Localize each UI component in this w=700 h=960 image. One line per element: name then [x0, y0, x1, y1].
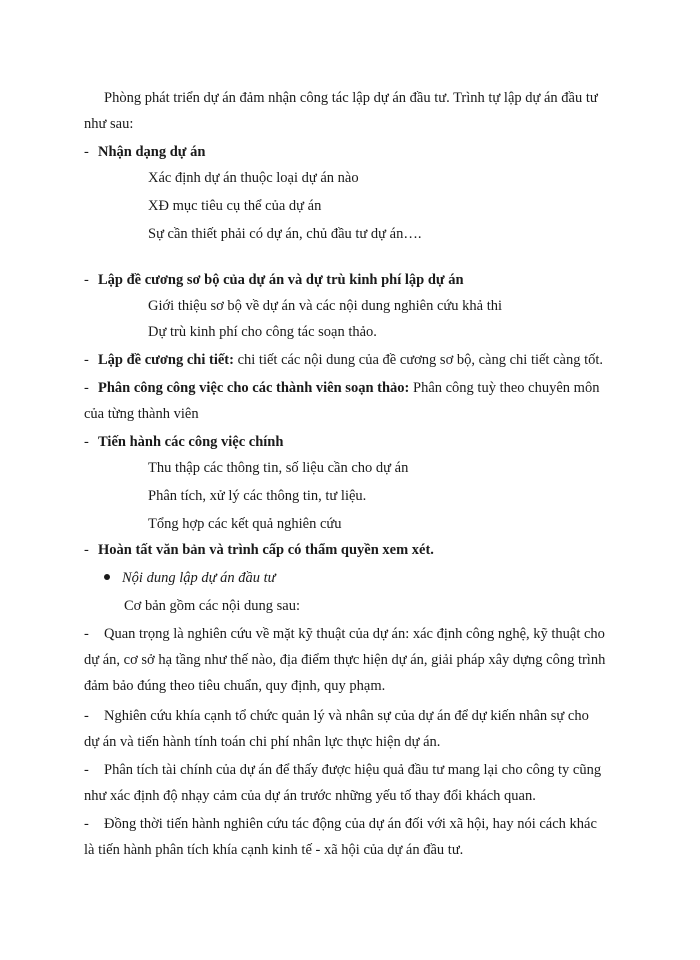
p1-line-2: dự án, cơ sở hạ tầng như thế nào, địa điểm thực hiện dự án, giải pháp xây dựng công trình: [84, 652, 606, 668]
step-5-sub-2: Phân tích, xử lý các thông tin, tư liệu.: [148, 488, 367, 504]
p4-line-1: Đồng thời tiến hành nghiên cứu tác động của dự án đối với xã hội, hay nói cách khác: [104, 816, 597, 832]
step-5-title: Tiến hành các công việc chính: [98, 434, 284, 450]
step-1-sub-1: Xác định dự án thuộc loại dự án nào: [148, 170, 359, 186]
step-5-sub-1: Thu thập các thông tin, số liệu cần cho dự án: [148, 460, 409, 476]
step-4-text: Phân công tuỳ theo chuyên môn: [409, 380, 600, 396]
p2-line-2: dự án và tiến hành tính toán chi phí nhân lực thực hiện dự án.: [84, 734, 441, 750]
step-5-sub-3: Tổng hợp các kết quả nghiên cứu: [148, 516, 342, 532]
p4-line-2: là tiến hành phân tích khía cạnh kinh tế - xã hội của dự án đầu tư.: [84, 842, 464, 858]
dash-marker: -: [84, 816, 89, 832]
step-3-title: Lập đề cương chi tiết:: [98, 352, 234, 368]
dash-marker: -: [84, 380, 89, 396]
content-heading: Nội dung lập dự án đầu tư: [122, 570, 276, 586]
step-1-sub-3: Sự cần thiết phải có dự án, chủ đầu tư dự án….: [148, 226, 422, 242]
p3-line-2: như xác định độ nhạy cảm của dự án trước những yếu tố thay đổi khách quan.: [84, 788, 536, 804]
p2-line-1: Nghiên cứu khía cạnh tổ chức quản lý và nhân sự của dự án để dự kiến nhân sự cho: [104, 708, 589, 724]
step-6-title: Hoàn tất văn bản và trình cấp có thẩm quyền xem xét.: [98, 542, 434, 558]
dash-marker: -: [84, 542, 89, 558]
p1-line-1: Quan trọng là nghiên cứu về mặt kỹ thuật của dự án: xác định công nghệ, kỹ thuật cho: [104, 626, 605, 642]
dash-marker: -: [84, 434, 89, 450]
dash-marker: -: [84, 762, 89, 778]
dash-marker: -: [84, 352, 89, 368]
step-1-sub-2: XĐ mục tiêu cụ thể của dự án: [148, 198, 322, 214]
p3-line-1: Phân tích tài chính của dự án để thấy được hiệu quả đầu tư mang lại cho công ty cũng: [104, 762, 602, 778]
content-intro: Cơ bản gồm các nội dung sau:: [124, 598, 300, 614]
step-4: [98, 378, 599, 398]
step-4-title: Phân công công việc cho các thành viên soạn thảo:: [98, 380, 410, 396]
step-2-title: Lập đề cương sơ bộ của dự án và dự trù kinh phí lập dự án: [98, 272, 464, 288]
step-1-title: Nhận dạng dự án: [98, 144, 206, 160]
dash-marker: -: [84, 272, 89, 288]
intro-line-1: Phòng phát triển dự án đảm nhận công tác lập dự án đầu tư. Trình tự lập dự án đầu tư: [104, 90, 598, 106]
step-2-sub-1: Giới thiệu sơ bộ về dự án và các nội dung nghiên cứu khả thi: [148, 298, 503, 314]
bullet-icon: [104, 574, 110, 580]
p1-line-3: đảm bảo đúng theo tiêu chuẩn, quy định, quy phạm.: [84, 678, 386, 694]
step-4-cont: của từng thành viên: [84, 406, 199, 422]
step-3-text: chi tiết các nội dung của đề cương sơ bộ, càng chi tiết càng tốt.: [233, 352, 604, 368]
step-2-sub-2: Dự trù kinh phí cho công tác soạn thảo.: [148, 324, 377, 340]
step-3: [98, 350, 603, 370]
dash-marker: -: [84, 626, 89, 642]
dash-marker: -: [84, 144, 89, 160]
intro-line-2: như sau:: [84, 116, 134, 132]
dash-marker: -: [84, 708, 89, 724]
